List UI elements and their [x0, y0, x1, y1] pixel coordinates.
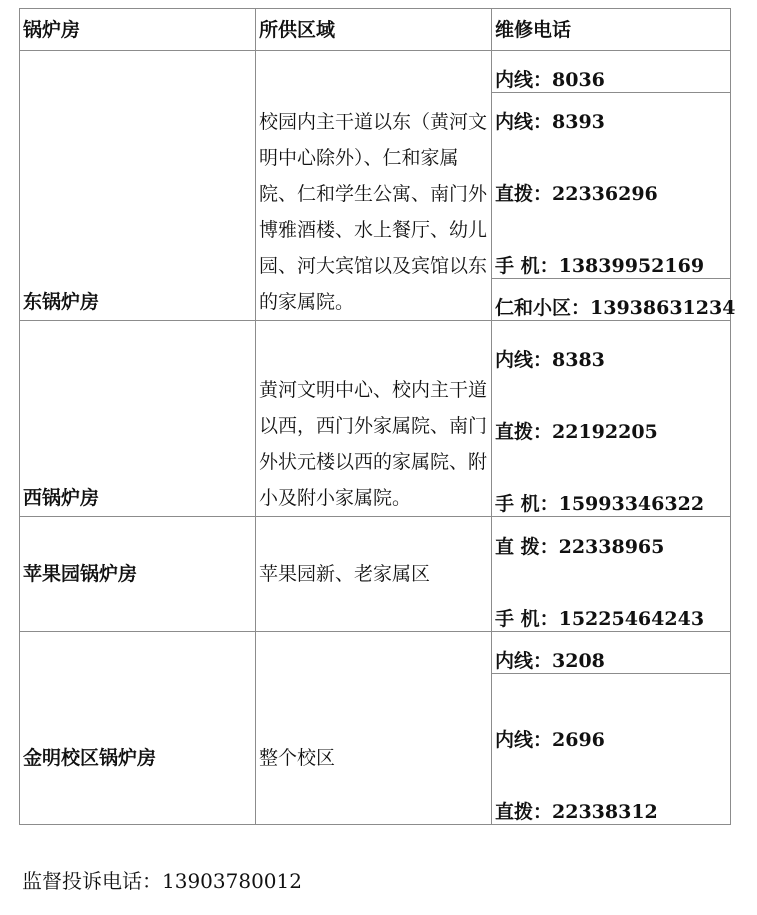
phone-line: 手 机：15225464243 — [495, 608, 705, 630]
phone-line: 直拨：22338312 — [495, 801, 658, 823]
repair-phone — [492, 279, 736, 321]
supply-area: 苹果园新、老家属区 — [256, 517, 492, 632]
boiler-name: 东锅炉房 — [20, 51, 256, 321]
phone-line: 直 拨：22338965 — [495, 536, 665, 558]
header-boiler: 锅炉房 — [20, 9, 256, 51]
header-area: 所供区域 — [256, 9, 492, 51]
boiler-name: 金明校区锅炉房 — [20, 632, 256, 825]
supply-area: 校园内主干道以东（黄河文明中心除外）、仁和家属院、仁和学生公寓、南门外博雅酒楼、水上餐厅、幼儿园、河大宾馆以及宾馆以东的家属院。 — [256, 51, 492, 321]
phone-line: 手 机：13839952169 — [495, 255, 705, 277]
phone-line: 直拨：22336296 — [495, 183, 658, 205]
boiler-name: 西锅炉房 — [20, 321, 256, 517]
repair-phone — [492, 517, 731, 632]
repair-phone — [492, 632, 731, 674]
complaint-phone: 监督投诉电话：13903780012 — [22, 869, 302, 893]
supply-area: 黄河文明中心、校内主干道以西，西门外家属院、南门外状元楼以西的家属院、附小及附小家属院。 — [256, 321, 492, 517]
repair-phone — [492, 321, 731, 517]
phone-line: 直拨：22192205 — [495, 421, 658, 443]
phone-line: 内线：8383 — [495, 349, 605, 371]
phone-line: 内线：3208 — [495, 650, 605, 672]
phone-line: 手 机：15993346322 — [495, 493, 705, 515]
repair-phone — [492, 674, 731, 825]
phone-line: 内线：2696 — [495, 729, 605, 751]
boiler-repair-table — [19, 8, 736, 825]
supply-area: 整个校区 — [256, 632, 492, 825]
phone-line: 内线：8393 — [495, 111, 605, 133]
phone-line: 仁和小区：13938631234 — [495, 297, 736, 319]
repair-phone — [492, 93, 731, 279]
repair-phone — [492, 51, 731, 93]
table-row — [20, 632, 731, 674]
header-phone: 维修电话 — [492, 9, 731, 51]
table-row — [20, 517, 731, 632]
boiler-name: 苹果园锅炉房 — [20, 517, 256, 632]
table-row — [20, 51, 731, 93]
phone-line: 内线：8036 — [495, 69, 605, 91]
table-header-row — [20, 9, 731, 51]
table-row — [20, 321, 731, 517]
